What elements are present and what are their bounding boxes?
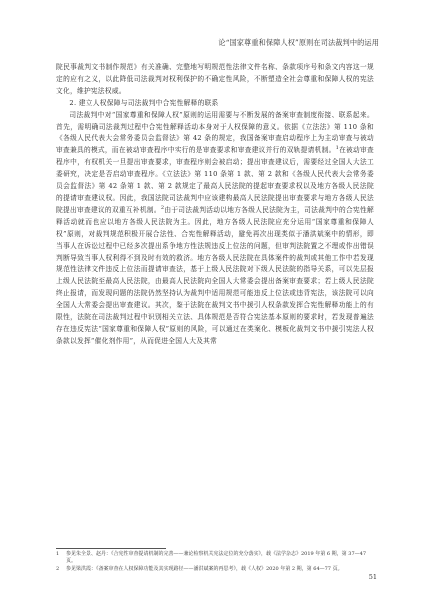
footnote-1: 1 参见朱全景、赵丹：《合宪性审查提请机制的完善——兼论检察机关宪法定位的充分落实》，载《法学杂志》2019 年第 6 期，第 37—47 页。 — [56, 551, 366, 565]
footnote-divider — [56, 548, 166, 549]
page-number: 51 — [368, 573, 377, 581]
paragraph-continuation: 院民事裁判文书制作规范》有关准确、完整地写明规范性法律文件名称、条款项序号和条文内容这一规定的应有之义，以此降低司法裁判对权利保护的不确定性风险，不断塑造全社会尊重和保障人权的宪法文化，维护宪法权威。 — [56, 63, 374, 95]
paragraph-main: 司法裁判中对“国家尊重和保障人权”原则的运用需要与不断发展的备案审查制度衔接、联系起来。首先，需明确司法裁判过程中合宪性解释活动本身对于人权保障的意义。依据《立法法》第 110 条和《各级人民代表大会常务委员会监督法》第 42 条的规定，我国备案审查启动程序上为主动审查与被动审查兼具的模式，而在被动审查程序中实行的是审查要求和审查建议并行的双轨提请机制。$^1$在被动审查程序中，有权机关一旦提出审查要求，审查程序则会被启动；提出审查建议后，需要经过全国人大法工委研究，决定是否启动审查程序。《立法法》第 110 条第 1 款、第 2 款和《各级人民代表大会常务委员会监督法》第 42 条第 1 款、第 2 款规定了最高人民法院的提起审查要求权以及地方各级人民法院的提请审查建议权。因此，我国法院司法裁判中应该建构最高人民法院提出审查要求与地方各级人民法院提出审查建议的双重互补机制。$^2$由于司法裁判活动以地方各级人民法院为主，司法裁判中的合宪性解释活动就而也应以地方各级人民法院为主。因此，地方各级人民法院应充分运用“国家尊重和保障人权”原则，对裁判规范积极开展合法性、合宪性解释活动，避免再次出现类似于潘洪斌案中的情形，即当事人在诉讼过程中已经多次提出系争地方性法规违反上位法的问题，但审判法院置之不理或作出错误判断导致当事人权利得不到及时有效的救济。地方各级人民法院在具体案件的裁判或其他工作中若发现规范性法律文件违反上位法而提请审查法，基于上级人民法院对下级人民法院的指导关系，可以先层报上级人民法院至最高人民法院，由最高人民法院向全国人大常委会提出备案审查要求；若上级人民法院终止报请，而发现问题的法院仍然坚持认为裁判中适用规范可能违反上位法或违背宪法，该法院可以向全国人大常委会提出审查建议。其次，鉴于法院在裁判文书中援引人权条款发挥合宪性解释功能上的有限性，法院在司法裁判过程中识别相关立法、具体规范是否符合宪法基本原则的要求时，若发现普遍法存在违反宪法“国家尊重和保障人权”原则的风险，可以通过在类案化、模板化裁判文书中援引宪法人权条款以发挥“催化剂作用”，从而促进全国人大及其常 — [56, 110, 375, 345]
body-text — [56, 62, 374, 348]
section-heading: 2. 建立人权保障与司法裁判中合宪性解释的联系 — [69, 98, 219, 107]
running-header: 论“国家尊重和保障人权”原则在司法裁判中的运用 — [218, 38, 379, 47]
footnote-ref-1[interactable]: 1 — [335, 145, 340, 152]
footnote-ref-2[interactable]: 2 — [160, 204, 165, 211]
footnote-2: 2 参见梁洪霞：《备案审查在人权保障功能及其实现路径——潘洪斌案的再思考》，载《人权》2020 年第 2 期，第 64—77 页。 — [56, 565, 343, 572]
footnotes — [56, 551, 374, 573]
